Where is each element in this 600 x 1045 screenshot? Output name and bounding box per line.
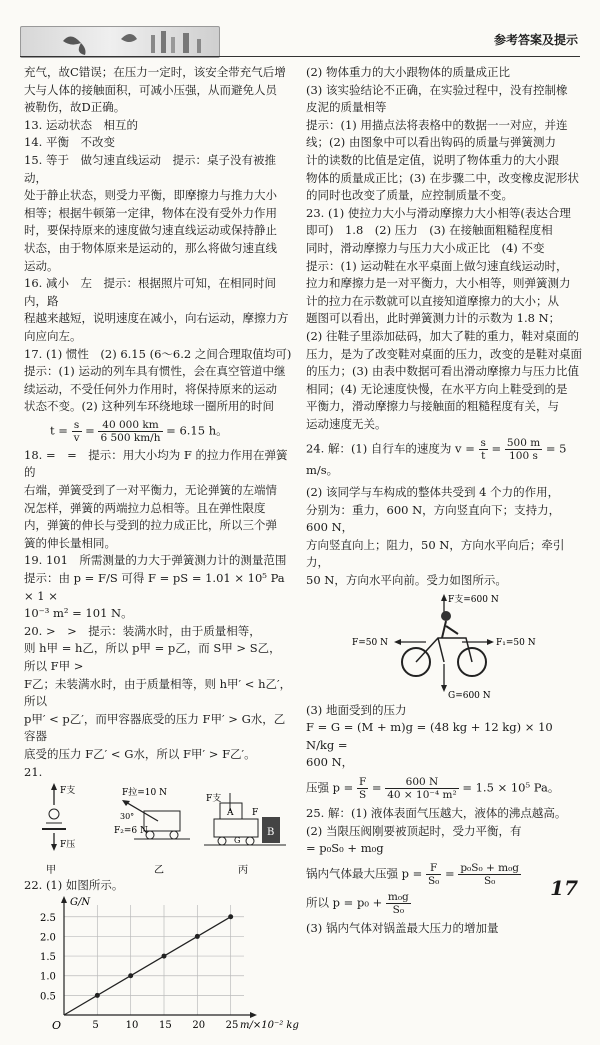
header-divider: [20, 56, 580, 57]
x-tick-label: 20: [192, 1019, 206, 1031]
page-number: 17: [550, 876, 578, 900]
q25-result: 所以 p = p₀ + $\frac{\text{m₀g}}{\text{S₀}}$: [306, 890, 409, 916]
left-lines-2: [24, 447, 292, 781]
text-line: 右端，弹簧受到了一对平衡力，无论弹簧的左端情: [24, 483, 277, 498]
equation-17: t = $\frac{s}{v}$ = $\frac{40 000 km}{6 500 km/h}$ = 6.15 h。: [50, 418, 228, 444]
text-line: 提示：由 p = F/S 可得 F = pS = 1.01 × 10⁵ Pa × 1 ×: [24, 571, 285, 603]
text-line: 况怎样，弹簧的两端拉力总相等。且在弹性限度: [24, 500, 266, 515]
right-column: [306, 64, 582, 937]
text-line: 状态不变。(2) 这种列车环绕地球一圈所用的时间: [24, 399, 274, 414]
fig24-label: F支=600 N: [448, 594, 499, 605]
q25-max-pressure: 锅内气体最大压强 p = $\frac{F}{\text{S₀}}$ = $\frac{\text{p₀S₀ + m₀g}}{\text{S₀}}$: [306, 861, 520, 887]
figure-21: [24, 781, 292, 877]
fig21-caption-bing: 丙: [238, 865, 248, 877]
y-tick-label: 2.5: [40, 912, 56, 924]
right-lines-2: [306, 484, 582, 590]
right-lines: [306, 64, 582, 433]
fig21-label: F支: [206, 794, 222, 805]
fig21-label: F₂=6 N: [114, 826, 148, 837]
text-line: 即可) 1.8 (2) 压力 (3) 在接触面粗糙程度相: [306, 223, 553, 238]
y-tick-label: 1.0: [40, 971, 56, 983]
x-axis-arrow: [250, 1012, 257, 1018]
origin-label: O: [52, 1018, 62, 1032]
data-point: [95, 993, 100, 998]
text-line: 提示：(1) 运动鞋在水平桌面上做匀速直线运动时，: [306, 258, 568, 273]
fig24-label: G=600 N: [448, 690, 491, 701]
text-line: 向应向左。: [24, 328, 82, 343]
x-tick-label: 25: [225, 1019, 239, 1031]
fig24-label: F₁=50 N: [496, 637, 536, 648]
data-point: [228, 914, 233, 919]
text-line: 线；(2) 由图象中可以看出钩码的质量与弹簧测力: [306, 135, 556, 150]
data-point: [162, 953, 167, 958]
text-line: 21.: [24, 764, 43, 779]
text-line: 题图可以看出，此时弹簧测力计的示数为 1.8 N；: [306, 311, 561, 326]
q24-pressure: 压强 p = $\frac{F}{S}$ = $\frac{600 N}{\text{40 × 10⁻⁴ m²}}$ = 1.5 × 10⁵ Pa。: [306, 776, 560, 801]
text-line: 相等；根据牛顿第一定律，物体在没有受外力作用: [24, 205, 277, 220]
q24-velocity: 24. 解：(1) 自行车的速度为 v = $\frac{s}{t}$ = $\frac{500 m}{100 s}$ = 5 m/s。: [306, 437, 567, 478]
y-tick-label: 1.5: [40, 951, 56, 963]
text-line: 23. (1) 使拉力大小与滑动摩擦力大小相等(表达合理: [306, 205, 571, 220]
text-line: (2) 该同学与车构成的整体共受到 4 个力的作用，: [306, 485, 560, 500]
text-line: 14. 平衡 不改变: [24, 135, 115, 150]
header-banner-image: [20, 26, 220, 58]
text-line: 16. 减小 左 提示：根据照片可知，在相同时间内，路: [24, 276, 276, 308]
right-lines-4: [306, 805, 582, 858]
text-line: 20. > > 提示：装满水时，由于质量相等，: [24, 623, 261, 638]
q25-part3: (3) 锅内气体对锅盖最大压力的增加量: [306, 920, 499, 935]
text-line: 平衡力，滑动摩擦力与接触面的粗糙程度有关，与: [306, 399, 559, 414]
text-line: 底受的压力 F乙′ < G水，所以 F甲′ > F乙′。: [24, 746, 256, 761]
y-axis-arrow: [61, 896, 67, 903]
text-line: 方向竖直向上；阻力，50 N，方向水平向后；牵引力，: [306, 537, 565, 570]
text-line: 10⁻³ m² = 101 N。: [24, 606, 133, 621]
text-line: (2) 当限压阀刚要被顶起时，受力平衡，有: [306, 823, 522, 838]
y-axis-label: G/N: [70, 896, 91, 908]
y-tick-label: 2.0: [40, 932, 56, 944]
fig21-label: 30°: [120, 812, 135, 822]
fig21-label: B: [267, 827, 275, 839]
text-line: 17. (1) 惯性 (2) 6.15 (6～6.2 之间合理取值均可): [24, 346, 292, 361]
text-line: 19. 101 所需测量的力大于弹簧测力计的测量范围: [24, 553, 287, 568]
text-line: 同时，滑动摩擦力与压力大小成正比 (4) 不变: [306, 240, 545, 255]
text-line: 处于静止状态，则受力平衡，即摩擦力与推力大小: [24, 188, 277, 203]
x-tick-label: 15: [159, 1019, 172, 1031]
text-line: 时，要保持原来的速度做匀速直线运动或保持静止: [24, 223, 277, 238]
figure-24-bicycle-forces: [306, 590, 582, 702]
left-column: [24, 64, 299, 1045]
fig21-caption-yi: 乙: [154, 865, 164, 877]
text-line: 皮泥的质量相等: [306, 100, 387, 115]
text-line: 15. 等于 做匀速直线运动 提示：桌子没有被推动，: [24, 152, 276, 185]
text-line: 运动。: [24, 258, 59, 273]
fig21-label: F压: [60, 840, 76, 851]
x-tick-label: 10: [125, 1019, 139, 1031]
butterfly-decoration-icon: [21, 27, 219, 57]
text-line: 分别为：重力，600 N，方向竖直向下；支持力，600 N，: [306, 502, 561, 535]
text-line: (2) 物体重力的大小跟物体的质量成正比: [306, 65, 510, 79]
data-point: [195, 934, 200, 939]
text-line: 计的读数的比值是定值，说明了物体重力的大小跟: [306, 152, 559, 167]
text-line: (3) 该实验结论不正确，在实验过程中，没有控制橡: [306, 82, 568, 97]
x-tick-label: 5: [92, 1019, 99, 1031]
text-line: 运动速度无关。: [306, 416, 387, 431]
text-line: 的同时也改变了质量，应控制质量不变。: [306, 188, 513, 203]
text-line: 计的拉力在示数就可以直接知道摩擦力的大小；从: [306, 293, 559, 308]
data-point: [128, 973, 133, 978]
text-line: (2) 往鞋子里添加砝码，加大了鞋的重力，鞋对桌面的: [306, 328, 579, 343]
text-line: = p₀S₀ + m₀g: [306, 841, 384, 856]
text-line: p甲′ < p乙′，而甲容器底受的压力 F甲′ > G水，乙容器: [24, 711, 286, 744]
text-line: 则 h甲 = h乙，所以 p甲 = p乙，而 S甲 > S乙，所以 F甲 >: [24, 641, 281, 673]
text-line: 内，弹簧的伸长与受到的拉力成正比，所以三个弹: [24, 518, 277, 533]
left-lines: [24, 64, 292, 416]
text-line: F = G = (M + m)g = (48 kg + 12 kg) × 10 N/kg =: [306, 720, 553, 752]
text-line: 18. = = 提示：用大小均为 F 的拉力作用在弹簧的: [24, 447, 288, 480]
text-line: 提示：(1) 用描点法将表格中的数据一一对应，并连: [306, 117, 568, 132]
text-line: 充气，故C错误；在压力一定时，该安全带充气后增: [24, 65, 286, 79]
fig21-label: F支: [60, 786, 76, 797]
mass-weight-chart: [24, 895, 299, 1045]
text-line: (3) 地面受到的压力: [306, 702, 407, 717]
text-line: 大与人体的接触面积，可减小压强，从而避免人员: [24, 82, 277, 97]
text-line: F乙；未装满水时，由于质量相等，则 h甲′ < h乙′，所以: [24, 676, 292, 709]
text-line: 600 N，: [306, 755, 354, 770]
series-line: [64, 917, 231, 1015]
text-line: 25. 解：(1) 液体表面气压越大，液体的沸点越高。: [306, 806, 567, 820]
text-line: 簧的伸长量相同。: [24, 535, 116, 550]
x-axis-label: m/×10⁻² kg: [240, 1019, 299, 1031]
text-line: 13. 运动状态 相互的: [24, 117, 138, 132]
fig21-caption-jia: 甲: [46, 865, 56, 877]
text-line: 50 N，方向水平向前。受力如图所示。: [306, 573, 507, 588]
header-title: 参考答案及提示: [493, 33, 578, 47]
fig21-label: A: [227, 808, 234, 819]
fig24-label: F=50 N: [352, 637, 388, 648]
text-line: 程越来越短，说明速度在减小，向右运动，摩擦力方: [24, 311, 289, 326]
fig21-label: F拉=10 N: [122, 788, 167, 799]
text-line: 压力，是为了改变鞋对桌面的压力，改变的是鞋对桌面: [306, 346, 582, 361]
text-line: 物体的质量成正比；(3) 在步骤二中，改变橡皮泥形状: [306, 170, 579, 185]
fig21-label: G: [234, 836, 241, 846]
text-line: 状态，由于物体原来是运动的，那么将做匀速直线: [24, 240, 277, 255]
text-line: 的压力；(3) 由表中数据可看出滑动摩擦力与压力比值: [306, 364, 579, 379]
text-line: 提示：(1) 运动的列车具有惯性，会在真空管道中继: [24, 364, 286, 379]
text-line: 相同；(4) 无论速度快慢，在水平方向上鞋受到的是: [306, 381, 568, 396]
text-line: 拉力和摩擦力是一对平衡力，大小相等，则弹簧测力: [306, 276, 571, 291]
right-lines-3: [306, 702, 582, 772]
text-line: 续运动，不受任何外力作用时，将保持原来的运动: [24, 381, 277, 396]
q22-label: 22. (1) 如图所示。: [24, 878, 124, 893]
fig21-label: F: [252, 808, 259, 819]
text-line: 被勒伤，故D正确。: [24, 100, 126, 115]
y-tick-label: 0.5: [40, 991, 56, 1003]
page-header: [0, 0, 600, 60]
